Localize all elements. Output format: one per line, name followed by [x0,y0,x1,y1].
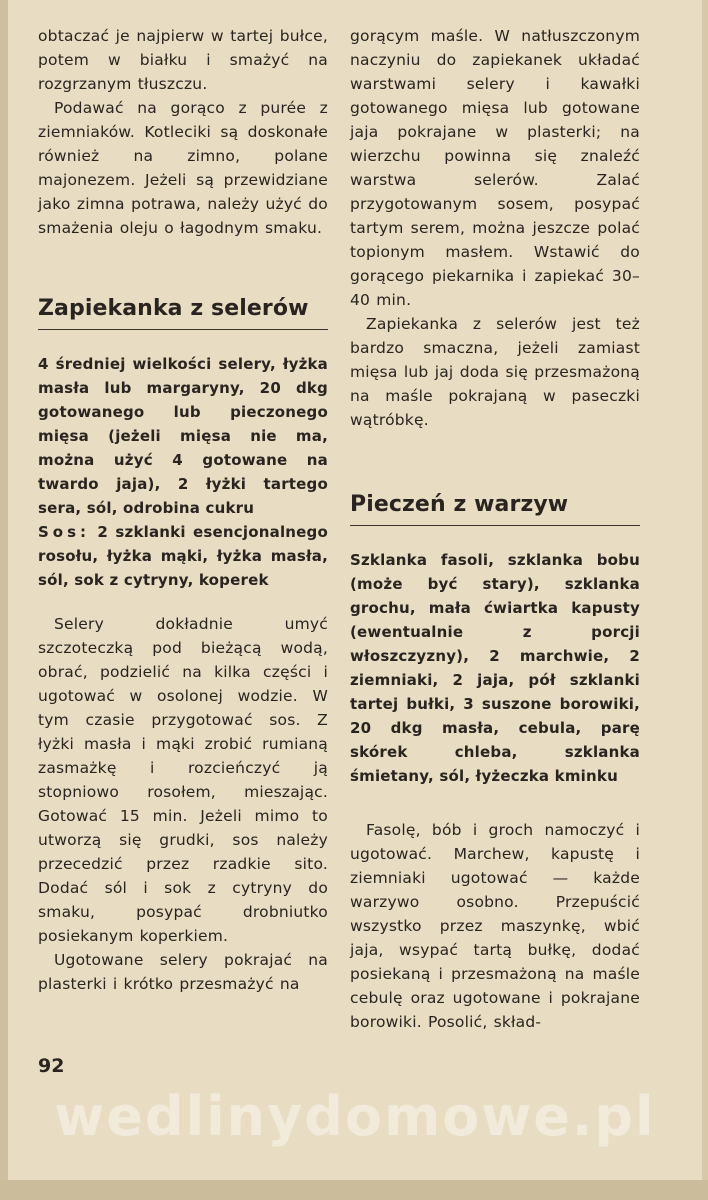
ingredients-list: 4 średniej wielkości selery, łyżka masła lub margaryny, 20 dkg gotowanego lub pieczonego mięsa (jeżeli mięsa nie ma, można użyć 4 gotowane na twardo jaja), 2 łyżki tartego sera, sól, odrobina cukru [38,355,328,517]
sauce-label: Sos: [38,523,91,541]
continuation-paragraph-1: gorącym maśle. W natłuszczonym naczyniu do zapiekanek układać warstwami selery i kawałki gotowanego mięsa lub gotowane jaja pokrajane w plasterki; na wierzchu powinna się znaleźć warstwa selerów. Zalać przygotowanym sosem, posypać tartym serem, można jeszcze polać topionym masłem. Wstawić do gorącego piekarnika i zapiekać 30–40 min. [350,27,640,309]
left-column [38,24,328,996]
method-paragraph-2: Ugotowane selery pokrajać na plasterki i krótko przesmażyć na [38,951,328,993]
sauce-ingredients [38,520,328,592]
continuation-paragraph-2: Zapiekanka z selerów jest też bardzo smaczna, jeżeli zamiast mięsa lub jaj doda się przesmażoną na maśle pokrajaną w paseczki wątróbkę. [350,315,640,429]
intro-paragraph-1: obtaczać je najpierw w tartej bułce, potem w białku i smażyć na rozgrzanym tłuszczu. [38,27,328,93]
watermark: wedlinydomowe.pl [54,1085,656,1148]
right-column [350,24,640,1034]
page-bottom-edge [0,1180,708,1200]
ingredients-list-vegetable-roast: Szklanka fasoli, szklanka bobu (może być stary), szklanka grochu, mała ćwiartka kapusty (ewentualnie z porcji włoszczyzny), 2 marchwie, 2 ziemniaki, 2 jaja, pół szklanki tartej bułki, 3 suszone borowiki, 20 dkg masła, cebula, parę skórek chleba, szklanka śmietany, sól, łyżeczka kminku [350,551,640,785]
intro-paragraph-2: Podawać na gorąco z purée z ziemniaków. Kotleciki są doskonałe również na zimno, polane majonezem. Jeżeli są przewidziane jako zimna potrawa, należy użyć do smażenia oleju o łagodnym smaku. [38,99,328,237]
page-edge-right [702,0,708,1200]
method-paragraph-1: Selery dokładnie umyć szczoteczką pod bieżącą wodą, obrać, podzielić na kilka części i ugotować w osolonej wodzie. W tym czasie przygotować sos. Z łyżki masła i mąki zrobić rumianą zasmażkę i rozcieńczyć ją stopniowo rosołem, mieszając. Gotować 15 min. Jeżeli mimo to utworzą się grudki, sos należy przecedzić przez rzadkie sito. Dodać sól i sok z cytryny do smaku, posypać drobniutko posiekanym koperkiem. [38,615,328,945]
recipe-title-celery-casserole: Zapiekanka z selerów [38,296,328,330]
method-paragraph-vegetable-roast: Fasolę, bób i groch namoczyć i ugotować. Marchew, kapustę i ziemniaki ugotować — każde warzywo osobno. Przepuścić wszystko przez maszynkę, wbić jaja, wsypać tartą bułkę, dodać posiekaną i przesmażoną na maśle cebulę oraz ugotowane i pokrajane borowiki. Posolić, skład- [350,821,640,1031]
sauce-ingredients-text: 2 szklanki esencjonalnego rosołu, łyżka mąki, łyżka masła, sól, sok z cytryny, koperek [38,523,328,589]
page-number: 92 [38,1055,65,1077]
page-edge-left [0,0,8,1200]
recipe-title-vegetable-roast: Pieczeń z warzyw [350,492,640,526]
